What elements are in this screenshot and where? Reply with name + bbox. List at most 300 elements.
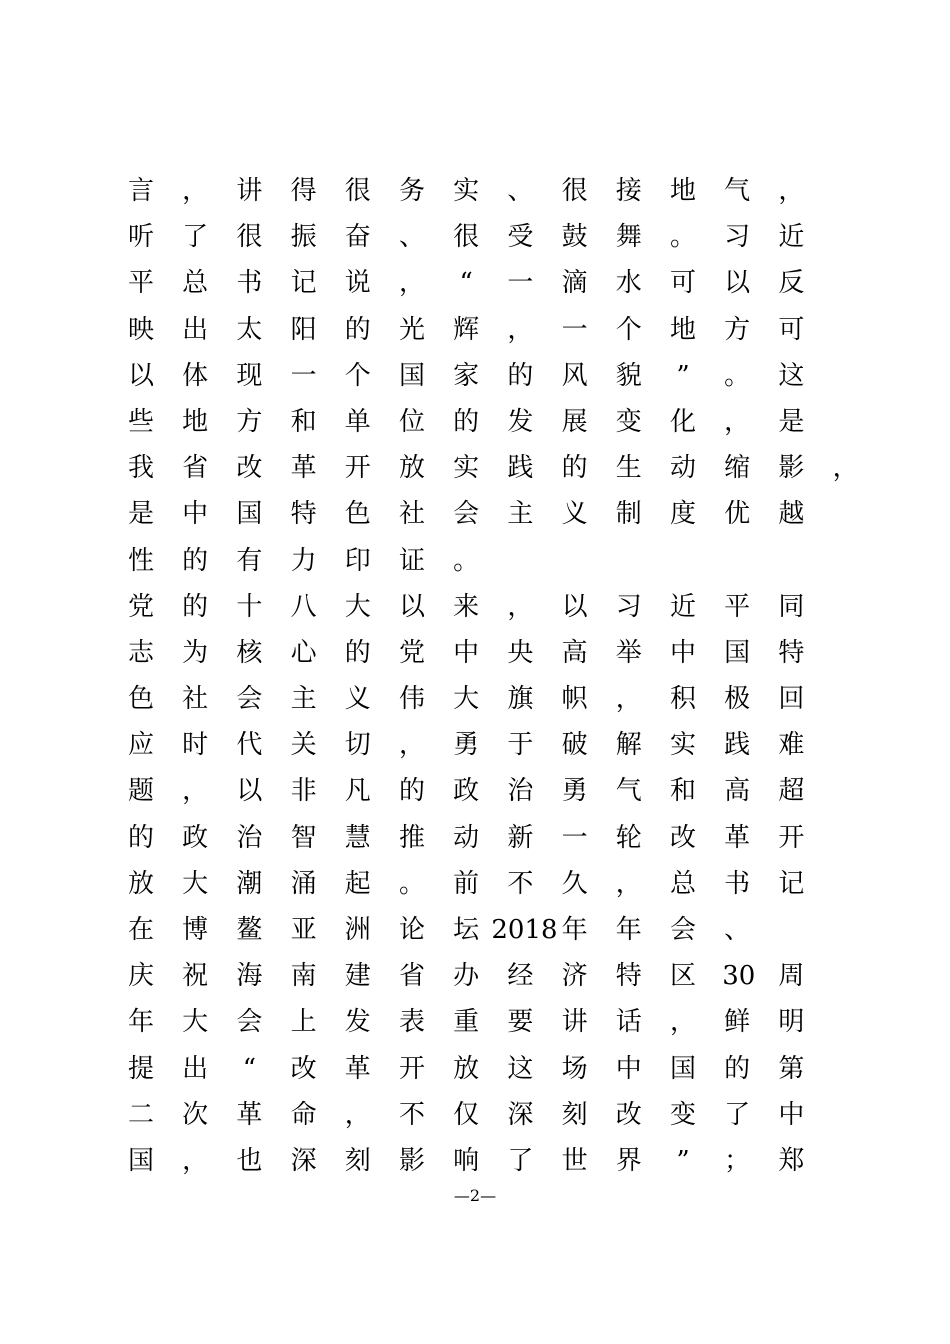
glyph: 滴	[561, 268, 588, 299]
glyph: 的	[127, 822, 154, 853]
glyph: 国	[724, 637, 751, 668]
glyph: 近	[669, 591, 696, 622]
glyph: 书	[236, 268, 263, 299]
glyph: 影	[778, 453, 805, 484]
glyph: 志	[127, 637, 154, 668]
glyph: 响	[453, 1145, 480, 1176]
glyph: 高	[724, 776, 751, 807]
page-number: —2—	[453, 1186, 497, 1205]
glyph: 讲	[236, 176, 263, 206]
glyph: 可	[669, 268, 696, 299]
glyph: 得	[290, 176, 317, 206]
glyph: 地	[182, 406, 209, 437]
text-line	[123, 907, 843, 953]
text-line	[123, 491, 843, 537]
glyph: 起	[344, 868, 371, 899]
glyph: ，	[182, 776, 209, 807]
glyph: 的	[182, 545, 209, 576]
glyph: 治	[236, 822, 263, 853]
glyph: 明	[778, 1007, 805, 1038]
glyph: 水	[615, 268, 642, 299]
glyph: 单	[344, 406, 371, 437]
glyph: 特	[615, 961, 642, 992]
glyph: 性	[127, 545, 154, 576]
glyph: 听	[127, 222, 154, 253]
glyph: 可	[778, 314, 805, 345]
glyph: 深	[290, 1145, 317, 1176]
glyph: 的	[344, 637, 371, 668]
glyph: 旗	[507, 684, 534, 715]
text-line	[123, 399, 843, 445]
glyph: 这	[507, 1053, 534, 1084]
glyph: 郑	[778, 1145, 805, 1176]
glyph: 总	[182, 268, 209, 299]
glyph: 政	[453, 776, 480, 807]
glyph: 特	[290, 499, 317, 530]
glyph: 党	[127, 591, 154, 622]
glyph: 轮	[615, 822, 642, 853]
glyph: 一	[507, 268, 534, 299]
glyph: ，	[832, 453, 859, 484]
glyph: 以	[398, 591, 425, 622]
glyph: 帜	[561, 684, 588, 715]
glyph: 亚	[290, 915, 317, 945]
text-line	[123, 168, 843, 214]
text-line	[123, 307, 843, 353]
glyph: ；	[724, 1145, 751, 1176]
glyph: 论	[398, 915, 425, 945]
glyph: 风	[561, 360, 588, 391]
glyph: 奋	[344, 222, 371, 253]
glyph: 我	[127, 453, 154, 484]
glyph: 也	[236, 1145, 263, 1176]
glyph: 一	[290, 360, 317, 391]
glyph: “	[459, 268, 473, 299]
glyph: ，	[182, 1145, 209, 1176]
glyph: 要	[507, 1007, 534, 1038]
text-line	[123, 445, 859, 491]
glyph: 30	[722, 961, 756, 992]
glyph: 推	[398, 822, 425, 853]
glyph: 色	[344, 499, 371, 530]
glyph: 改	[669, 822, 696, 853]
glyph: 会	[669, 915, 696, 945]
glyph: 践	[507, 453, 534, 484]
glyph: 国	[236, 499, 263, 530]
glyph: 说	[344, 268, 371, 299]
text-line	[123, 538, 843, 584]
glyph: 动	[453, 822, 480, 853]
glyph: 代	[236, 730, 263, 761]
glyph: 一	[561, 822, 588, 853]
glyph: 时	[182, 730, 209, 761]
glyph: 很	[453, 222, 480, 253]
glyph: 年	[127, 1007, 154, 1038]
glyph: 践	[724, 730, 751, 761]
glyph: 优	[724, 499, 751, 530]
glyph: 界	[615, 1145, 642, 1176]
glyph: 方	[724, 314, 751, 345]
glyph: 影	[398, 1145, 425, 1176]
glyph: ，	[778, 176, 805, 206]
glyph: 。	[398, 868, 425, 899]
glyph: 核	[236, 637, 263, 668]
glyph: 的	[453, 406, 480, 437]
glyph: 一	[561, 314, 588, 345]
glyph: 平	[127, 268, 154, 299]
text-line	[123, 999, 843, 1045]
glyph: 有	[236, 545, 263, 576]
text-line	[123, 1046, 843, 1092]
glyph: 省	[182, 453, 209, 484]
glyph: 建	[344, 961, 371, 992]
text-line	[123, 768, 843, 814]
glyph: 智	[290, 822, 317, 853]
glyph: ，	[182, 176, 209, 206]
glyph: 开	[778, 822, 805, 853]
glyph: 接	[615, 176, 642, 206]
glyph: ，	[615, 684, 642, 715]
text-line	[123, 1092, 843, 1138]
glyph: 前	[453, 868, 480, 899]
glyph: 场	[561, 1053, 588, 1084]
glyph: 光	[398, 314, 425, 345]
glyph: 革	[724, 822, 751, 853]
glyph: 度	[669, 499, 696, 530]
glyph: 出	[182, 1053, 209, 1084]
glyph: 超	[778, 776, 805, 807]
text-line	[123, 584, 843, 630]
glyph: 发	[507, 406, 534, 437]
glyph: 的	[182, 591, 209, 622]
glyph: 党	[398, 637, 425, 668]
glyph: 很	[344, 176, 371, 206]
glyph: 重	[453, 1007, 480, 1038]
glyph: 涌	[290, 868, 317, 899]
glyph: 应	[127, 730, 154, 761]
glyph: 心	[290, 637, 317, 668]
text-line	[123, 353, 843, 399]
glyph: 、	[507, 176, 534, 206]
glyph: 刻	[344, 1145, 371, 1176]
glyph: 方	[236, 406, 263, 437]
text-line	[123, 861, 843, 907]
glyph: 慧	[344, 822, 371, 853]
glyph: 祝	[182, 961, 209, 992]
glyph: 这	[778, 360, 805, 391]
glyph: 变	[669, 1099, 696, 1130]
glyph: 办	[453, 961, 480, 992]
glyph: 提	[127, 1053, 154, 1084]
glyph: 政	[182, 822, 209, 853]
glyph: 仅	[453, 1099, 480, 1130]
glyph: 了	[182, 222, 209, 253]
glyph: 平	[724, 591, 751, 622]
glyph: 了	[724, 1099, 751, 1130]
glyph: 出	[182, 314, 209, 345]
glyph: 。	[669, 222, 696, 253]
glyph: 以	[724, 268, 751, 299]
glyph: 解	[615, 730, 642, 761]
glyph: 庆	[127, 961, 154, 992]
glyph: 在	[127, 915, 154, 945]
glyph: ，	[398, 268, 425, 299]
glyph: 上	[290, 1007, 317, 1038]
glyph: 很	[236, 222, 263, 253]
glyph: 大	[182, 868, 209, 899]
glyph: 的	[398, 776, 425, 807]
text-line	[123, 815, 843, 861]
glyph: 放	[453, 1053, 480, 1084]
glyph: 鲜	[724, 1007, 751, 1038]
glyph: 年	[561, 915, 588, 945]
glyph: 义	[344, 684, 371, 715]
glyph: 不	[398, 1099, 425, 1130]
glyph: 高	[561, 637, 588, 668]
glyph: 位	[398, 406, 425, 437]
glyph: 现	[236, 360, 263, 391]
glyph: 生	[615, 453, 642, 484]
glyph: 年	[615, 915, 642, 945]
glyph: 了	[507, 1145, 534, 1176]
glyph: 振	[290, 222, 317, 253]
glyph: 深	[507, 1099, 534, 1130]
glyph: 义	[561, 499, 588, 530]
glyph: 放	[398, 453, 425, 484]
glyph: 国	[669, 1053, 696, 1084]
glyph: 伟	[398, 684, 425, 715]
glyph: 记	[778, 868, 805, 899]
glyph: 动	[669, 453, 696, 484]
glyph: 回	[778, 684, 805, 715]
glyph: 话	[615, 1007, 642, 1038]
glyph: 新	[507, 822, 534, 853]
glyph: 的	[507, 360, 534, 391]
glyph: 改	[290, 1053, 317, 1084]
glyph: 、	[398, 222, 425, 253]
glyph: 积	[669, 684, 696, 715]
glyph: 八	[290, 591, 317, 622]
glyph: 开	[398, 1053, 425, 1084]
glyph: 十	[236, 591, 263, 622]
glyph: 的	[344, 314, 371, 345]
glyph: 个	[344, 360, 371, 391]
glyph: 破	[561, 730, 588, 761]
glyph: 中	[453, 637, 480, 668]
glyph: 越	[778, 499, 805, 530]
glyph: 的	[561, 453, 588, 484]
glyph: ，	[507, 591, 534, 622]
glyph: 同	[778, 591, 805, 622]
glyph: 中	[778, 1099, 805, 1130]
body-text	[123, 168, 859, 1184]
glyph: 凡	[344, 776, 371, 807]
glyph: “	[242, 1053, 257, 1084]
glyph: 非	[290, 776, 317, 807]
glyph: ，	[669, 1007, 696, 1038]
glyph: 以	[236, 776, 263, 807]
glyph: 化	[669, 406, 696, 437]
glyph: 以	[561, 591, 588, 622]
glyph: 是	[127, 499, 154, 530]
glyph: 太	[236, 314, 263, 345]
text-line	[123, 1138, 843, 1184]
glyph: 讲	[561, 1007, 588, 1038]
glyph: 不	[507, 868, 534, 899]
glyph: 实	[453, 176, 480, 206]
glyph: 切	[344, 730, 371, 761]
glyph: 坛	[453, 915, 480, 945]
glyph: 制	[615, 499, 642, 530]
glyph: 大	[182, 1007, 209, 1038]
glyph: 习	[724, 222, 751, 253]
glyph: 个	[615, 314, 642, 345]
glyph: ，	[398, 730, 425, 761]
text-line	[123, 676, 843, 722]
glyph: 舞	[615, 222, 642, 253]
glyph: 的	[724, 1053, 751, 1084]
glyph: 言	[127, 176, 154, 206]
glyph: 气	[724, 176, 751, 206]
glyph: 阳	[290, 314, 317, 345]
glyph: 久	[561, 868, 588, 899]
glyph: 省	[398, 961, 425, 992]
glyph: 济	[561, 961, 588, 992]
glyph: 鳌	[236, 915, 263, 945]
glyph: 表	[398, 1007, 425, 1038]
glyph: 色	[127, 684, 154, 715]
glyph: 实	[669, 730, 696, 761]
glyph: 中	[669, 637, 696, 668]
glyph: 勇	[561, 776, 588, 807]
glyph: 中	[615, 1053, 642, 1084]
glyph: 记	[290, 268, 317, 299]
glyph: 二	[127, 1099, 154, 1130]
glyph: ”	[676, 1145, 690, 1176]
text-line	[123, 630, 843, 676]
glyph: 受	[507, 222, 534, 253]
glyph: 会	[236, 684, 263, 715]
glyph: 国	[127, 1145, 154, 1176]
glyph: 改	[615, 1099, 642, 1130]
glyph: 社	[182, 684, 209, 715]
glyph: 极	[724, 684, 751, 715]
glyph: ，	[344, 1099, 371, 1130]
glyph: 变	[615, 406, 642, 437]
glyph: 举	[615, 637, 642, 668]
text-line	[123, 722, 843, 768]
glyph: 来	[453, 591, 480, 622]
glyph: 潮	[236, 868, 263, 899]
glyph: 特	[778, 637, 805, 668]
glyph: 革	[344, 1053, 371, 1084]
text-line	[123, 214, 843, 260]
glyph: 地	[669, 176, 696, 206]
glyph: 博	[182, 915, 209, 945]
glyph: 海	[236, 961, 263, 992]
glyph: 周	[778, 961, 805, 992]
glyph: 次	[182, 1099, 209, 1130]
glyph: 治	[507, 776, 534, 807]
glyph: 中	[182, 499, 209, 530]
glyph: 印	[344, 545, 371, 576]
glyph: 是	[778, 406, 805, 437]
glyph: 发	[344, 1007, 371, 1038]
glyph: 地	[669, 314, 696, 345]
glyph: 主	[290, 684, 317, 715]
glyph: 洲	[344, 915, 371, 945]
glyph: 区	[669, 961, 696, 992]
glyph: 证	[398, 545, 425, 576]
glyph: ，	[615, 868, 642, 899]
glyph: 、	[724, 915, 751, 945]
glyph: 主	[507, 499, 534, 530]
glyph: 改	[236, 453, 263, 484]
glyph: 命	[290, 1099, 317, 1130]
glyph: 国	[398, 360, 425, 391]
glyph: 鼓	[561, 222, 588, 253]
glyph: 世	[561, 1145, 588, 1176]
glyph: 会	[453, 499, 480, 530]
glyph: 务	[398, 176, 425, 206]
glyph: 题	[127, 776, 154, 807]
glyph: 和	[669, 776, 696, 807]
glyph: 实	[453, 453, 480, 484]
glyph: 气	[615, 776, 642, 807]
glyph: 些	[127, 406, 154, 437]
glyph: 总	[669, 868, 696, 899]
glyph: 2018	[491, 915, 558, 945]
glyph: 革	[290, 453, 317, 484]
glyph: 央	[507, 637, 534, 668]
glyph: 反	[778, 268, 805, 299]
glyph: ，	[724, 406, 751, 437]
glyph: 和	[290, 406, 317, 437]
glyph: ，	[507, 314, 534, 345]
glyph: 为	[182, 637, 209, 668]
glyph: 第	[778, 1053, 805, 1084]
glyph: 经	[507, 961, 534, 992]
text-line	[123, 953, 843, 999]
glyph: 。	[724, 360, 751, 391]
glyph: 大	[344, 591, 371, 622]
glyph: 刻	[561, 1099, 588, 1130]
glyph: 勇	[453, 730, 480, 761]
glyph: 辉	[453, 314, 480, 345]
glyph: 近	[778, 222, 805, 253]
glyph: 大	[453, 684, 480, 715]
glyph: 于	[507, 730, 534, 761]
glyph: 开	[344, 453, 371, 484]
glyph: 放	[127, 868, 154, 899]
glyph: 习	[615, 591, 642, 622]
glyph: 难	[778, 730, 805, 761]
glyph: 以	[127, 360, 154, 391]
glyph: 很	[561, 176, 588, 206]
glyph: 缩	[724, 453, 751, 484]
glyph: 书	[724, 868, 751, 899]
glyph: ”	[676, 360, 690, 391]
glyph: 力	[290, 545, 317, 576]
glyph: 映	[127, 314, 154, 345]
glyph: 南	[290, 961, 317, 992]
text-line	[123, 260, 843, 306]
glyph: 会	[236, 1007, 263, 1038]
glyph: 展	[561, 406, 588, 437]
glyph: 貌	[615, 360, 642, 391]
glyph: 家	[453, 360, 480, 391]
glyph: 社	[398, 499, 425, 530]
